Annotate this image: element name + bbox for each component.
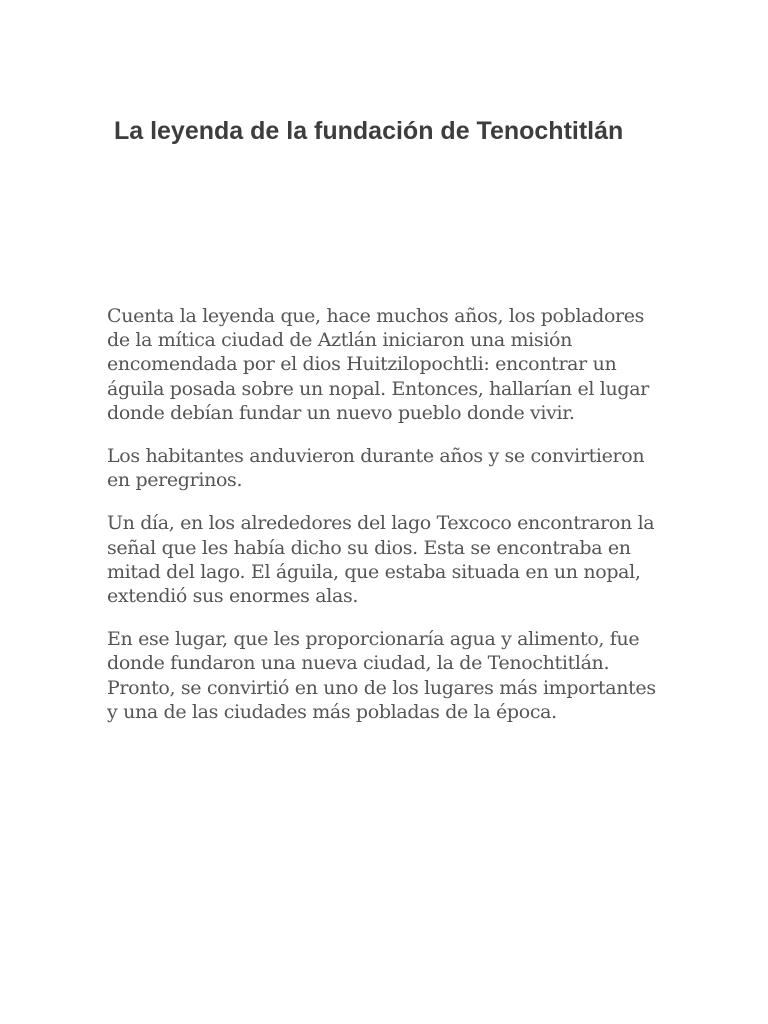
paragraph-2: Los habitantes anduvieron durante años y se convirtieron en peregrinos. bbox=[107, 445, 645, 492]
paragraph-4: En ese lugar, que les proporcionaría agua y alimento, fue donde fundaron una nueva ciudad, la de Tenochtitlán. Pronto, se convirtió en uno de los lugares más importantes y una de las ciudades más pobladas de la época. bbox=[107, 628, 656, 723]
paragraph-3: Un día, en los alrededores del lago Texcoco encontraron la señal que les había dicho su dios. Esta se encontraba en mitad del lago. El águila, que estaba situada en un nopal, extendió sus enormes alas. bbox=[107, 512, 655, 608]
document-body bbox=[107, 304, 667, 743]
paragraph-1: Cuenta la leyenda que, hace muchos años, los pobladores de la mítica ciudad de Aztlán iniciaron una misión encomendada por el dios Huitzilopochtli: encontrar un águila posada sobre un nopal. Entonces, hallarían el lugar donde debían fundar un nuevo pueblo donde vivir. bbox=[107, 305, 649, 424]
document-title: La leyenda de la fundación de Tenochtitlán bbox=[107, 117, 624, 145]
